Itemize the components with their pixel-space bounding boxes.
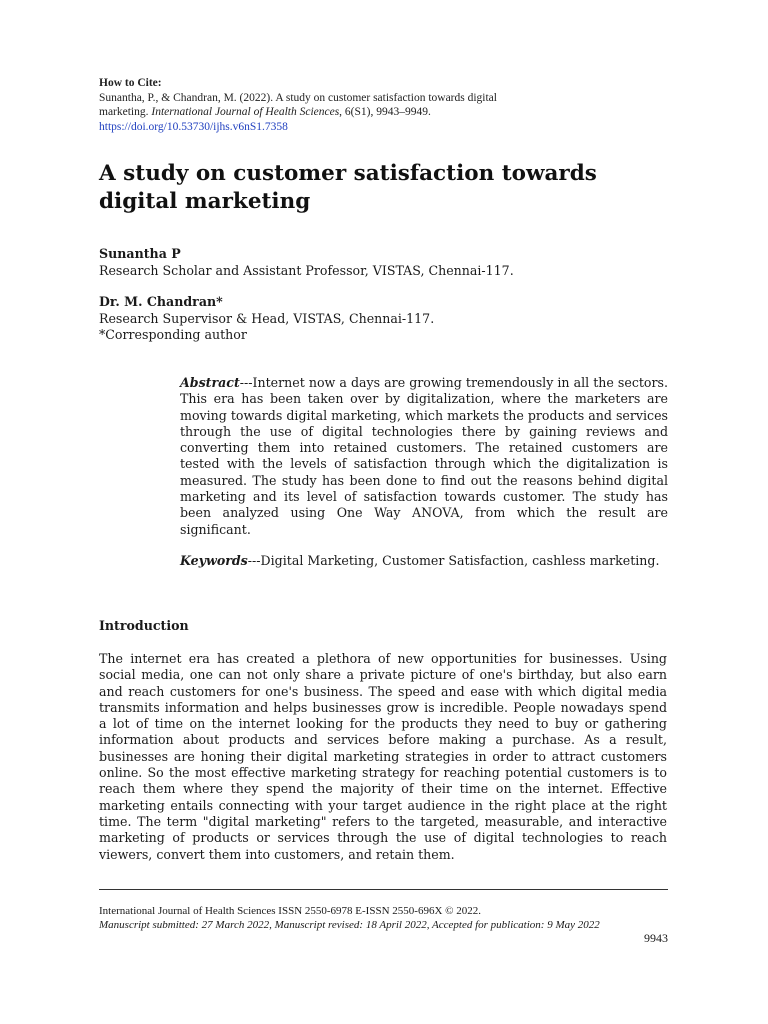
citation-heading: How to Cite: (99, 77, 162, 89)
paper-title: A study on customer satisfaction towards digital marketing (99, 161, 597, 214)
author-affiliation: Research Scholar and Assistant Professor, VISTAS, Chennai-117. (99, 262, 514, 278)
abstract (180, 375, 668, 538)
citation-prefix: marketing. (99, 106, 152, 118)
author-1 (99, 246, 659, 279)
citation-line-2 (99, 105, 599, 120)
abstract-text: ---Internet now a days are growing tremendously in all the sectors. This era has been taken over by digitalization, where the marketers are moving towards digital marketing, which markets the products and services through the use of digital technologies there by gaining reviews and converting them into retained customers. The retained customers are tested with the levels of satisfaction through which the digitalization is measured. The study has been done to find out the reasons behind digital marketing and its level of satisfaction towards customer. The study has been analyzed using One Way ANOVA, from which the result are significant. (180, 375, 668, 537)
introduction-paragraph: The internet era has created a plethora of new opportunities for businesses. Using social media, one can not only share a private picture of one's birthday, but also earn and reach customers for one's business. The speed and ease with which digital media transmits information and helps businesses grow is incredible. People nowadays spend a lot of time on the internet looking for the products they need to buy or gathering information about products and services before making a purchase. As a result, businesses are honing their digital marketing strategies in order to attract customers online. So the most effective marketing strategy for reaching potential customers is to reach them where they spend the majority of their time on the internet. Effective marketing entails connecting with your target audience in the right place at the right time. The term "digital marketing" refers to the targeted, measurable, and interactive marketing of products or services through the use of digital technologies to reach viewers, convert them into customers, and retain them. (99, 651, 667, 862)
citation-volume: , 6(S1), 9943–9949. (339, 106, 431, 118)
section-heading-introduction: Introduction (99, 618, 189, 633)
footer-divider (99, 889, 668, 890)
keywords-label: Keywords (180, 553, 248, 568)
footer-manuscript-dates: Manuscript submitted: 27 March 2022, Manuscript revised: 18 April 2022, Accepted for publication: 9 May 2022 (99, 919, 600, 931)
author-name: Sunantha P (99, 246, 181, 261)
keywords (180, 553, 668, 569)
author-affiliation: Research Supervisor & Head, VISTAS, Chennai-117. (99, 310, 435, 326)
abstract-label: Abstract (180, 375, 240, 390)
corresponding-author-note: *Corresponding author (99, 327, 247, 342)
citation-line-1: Sunantha, P., & Chandran, M. (2022). A study on customer satisfaction towards digital (99, 91, 497, 104)
citation-block (99, 76, 599, 134)
page-number: 9943 (644, 931, 668, 945)
footer-journal-info: International Journal of Health Sciences ISSN 2550-6978 E-ISSN 2550-696X © 2022. (99, 905, 481, 917)
author-name: Dr. M. Chandran* (99, 294, 223, 309)
doi-link[interactable]: https://doi.org/10.53730/ijhs.v6nS1.7358 (99, 120, 288, 133)
author-2 (99, 294, 659, 344)
keywords-text: ---Digital Marketing, Customer Satisfaction, cashless marketing. (247, 553, 660, 568)
footer (99, 904, 668, 932)
citation-journal: International Journal of Health Sciences (151, 106, 340, 118)
